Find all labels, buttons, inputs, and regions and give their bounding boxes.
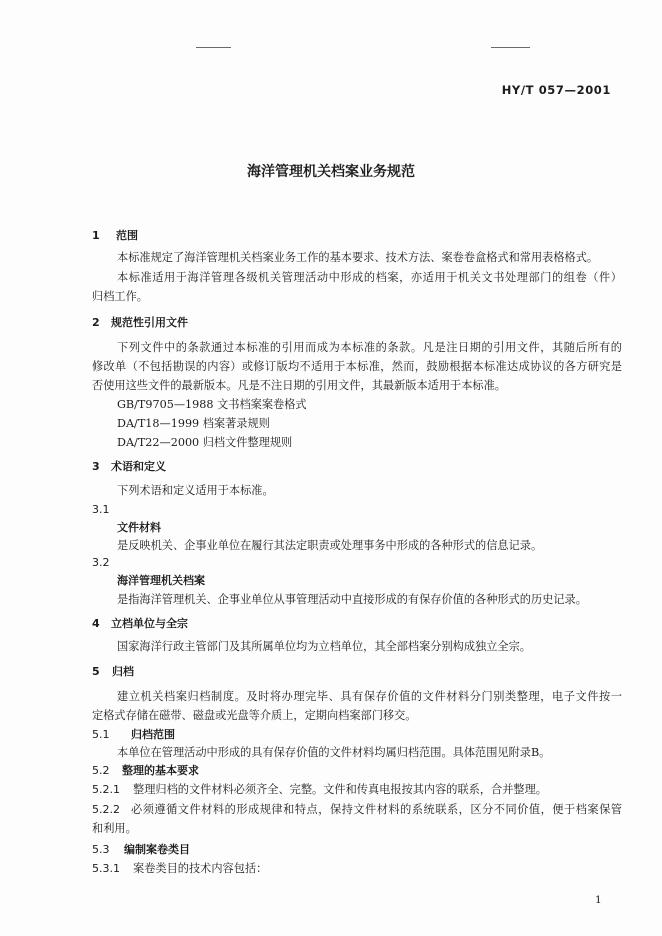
- paragraph-line: 案卷类目的技术内容包括：: [133, 862, 268, 875]
- paragraph-line: 和利用。: [92, 822, 137, 835]
- term-definition: 是反映机关、企事业单位在履行其法定职责或处理事务中形成的各种形式的信息记录。: [117, 539, 543, 552]
- document-title: 海洋管理机关档案业务规范: [247, 164, 415, 180]
- section-4-heading: 立档单位与全宗: [111, 617, 188, 630]
- section-3-number: 3: [92, 460, 100, 473]
- subsection-heading: 整理的基本要求: [122, 764, 199, 777]
- reference-item: DA/T18—1999 档案著录规则: [117, 417, 270, 430]
- reference-item: GB/T9705—1988 文书档案案卷格式: [117, 398, 307, 411]
- term-definition: 是指海洋管理机关、企事业单位从事管理活动中直接形成的有保存价值的各种形式的历史记录。: [117, 593, 587, 606]
- paragraph-line: 本标准适用于海洋管理各级机关管理活动中形成的档案，亦适用于机关文书处理部门的组卷（件）: [117, 271, 622, 284]
- section-3-heading: 术语和定义: [111, 460, 166, 473]
- clause-number: 5.3.1: [92, 862, 120, 875]
- section-2-heading: 规范性引用文件: [111, 316, 188, 329]
- section-4-number: 4: [92, 617, 100, 630]
- standard-code: HY/T 057—2001: [501, 83, 611, 97]
- term-name: 文件材料: [117, 521, 161, 534]
- page-number: 1: [595, 894, 602, 906]
- paragraph-line: 定格式存储在磁带、磁盘或光盘等介质上，定期向档案部门移交。: [92, 709, 417, 722]
- section-5-number: 5: [92, 665, 100, 678]
- scan-artifact-line: [491, 47, 530, 48]
- subsection-heading: 归档范围: [131, 728, 175, 741]
- subsection-number: 5.2: [92, 764, 110, 777]
- clause-number: 5.2.2: [92, 803, 120, 816]
- term-number: 3.1: [92, 503, 110, 516]
- subsection-number: 5.1: [92, 728, 110, 741]
- paragraph-line: 下列文件中的条款通过本标准的引用而成为本标准的条款。凡是注日期的引用文件，其随后所有的: [117, 341, 622, 354]
- scan-artifact-line: [196, 47, 231, 48]
- paragraph-line: 本单位在管理活动中形成的具有保存价值的文件材料均属归档范围。具体范围见附录B。: [117, 746, 551, 759]
- paragraph-line: 修改单（不包括勘误的内容）或修订版均不适用于本标准，然而，鼓励根据本标准达成协议的各方研究是: [92, 360, 622, 373]
- paragraph-line: 否使用这些文件的最新版本。凡是不注日期的引用文件，其最新版本适用于本标准。: [92, 379, 506, 392]
- clause-number: 5.2.1: [92, 783, 120, 796]
- term-name: 海洋管理机关档案: [117, 574, 205, 587]
- paragraph-line: 归档工作。: [92, 290, 148, 303]
- section-5-heading: 归档: [112, 665, 134, 678]
- paragraph-line: 整理归档的文件材料必须齐全、完整。文件和传真电报按其内容的联系，合并整理。: [133, 783, 547, 796]
- subsection-heading: 编制案卷类目: [124, 843, 190, 856]
- section-2-number: 2: [92, 316, 100, 329]
- paragraph-line: 本标准规定了海洋管理机关档案业务工作的基本要求、技术方法、案卷卷盒格式和常用表格格式。: [117, 251, 599, 264]
- term-number: 3.2: [92, 556, 110, 569]
- reference-item: DA/T22—2000 归档文件整理规则: [117, 436, 293, 449]
- section-1-heading: 范围: [116, 229, 138, 242]
- section-1-number: 1: [92, 229, 100, 242]
- subsection-number: 5.3: [92, 843, 110, 856]
- paragraph-line: 建立机关档案归档制度。及时将办理完毕、具有保存价值的文件材料分门别类整理，电子文件按一: [117, 690, 622, 703]
- paragraph-line: 国家海洋行政主管部门及其所属单位均为立档单位，其全部档案分别构成独立全宗。: [117, 640, 531, 653]
- paragraph-line: 必须遵循文件材料的形成规律和特点，保持文件材料的系统联系，区分不同价值，便于档案保管: [131, 803, 622, 816]
- paragraph-line: 下列术语和定义适用于本标准。: [117, 484, 274, 497]
